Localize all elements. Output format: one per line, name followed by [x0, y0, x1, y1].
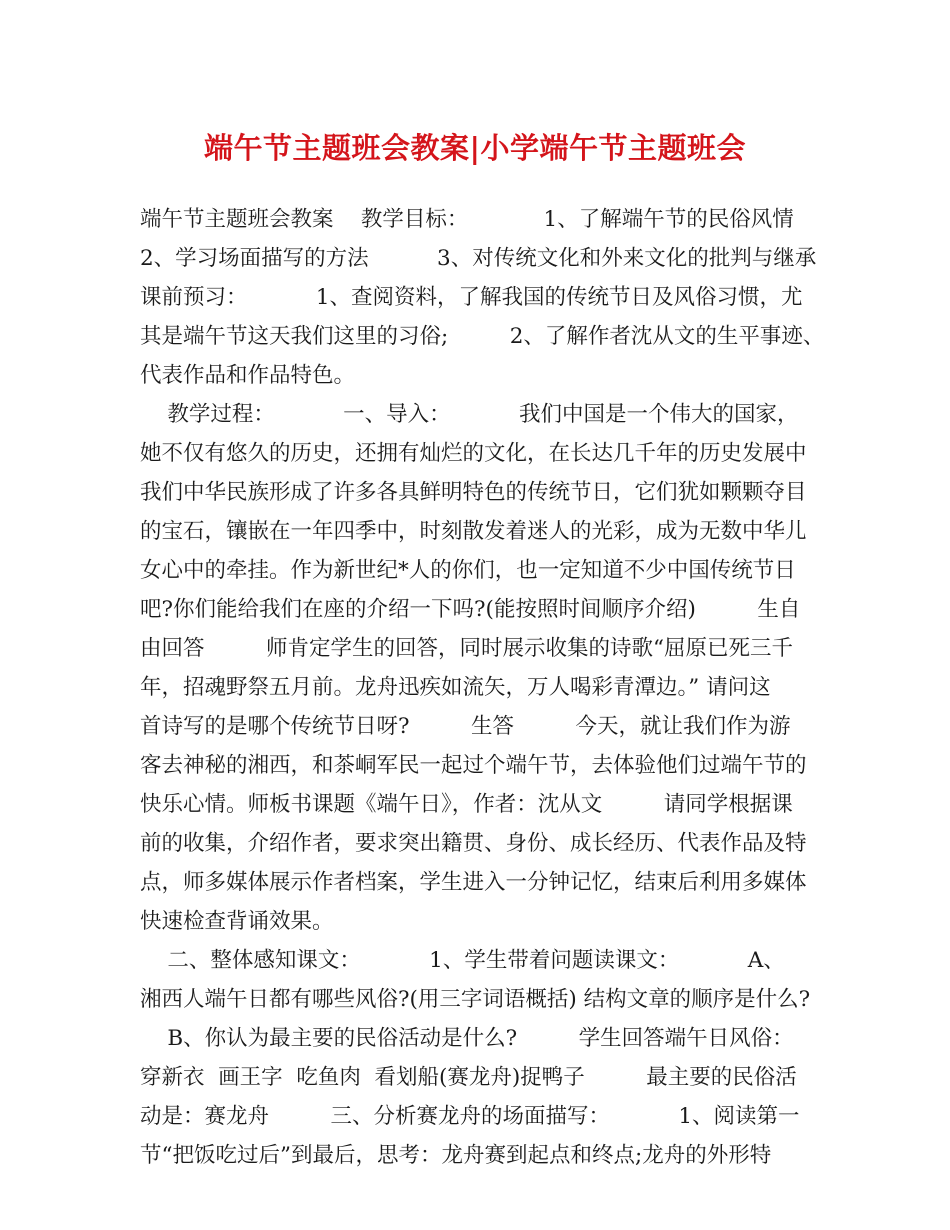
body-line: 节“把饭吃过后”到最后，思考：龙舟赛到起点和终点;龙舟的外形特	[140, 1143, 772, 1168]
body-line: 我们中华民族形成了许多各具鲜明特色的传统节日，它们犹如颗颗夺目	[140, 480, 807, 505]
document-body	[140, 200, 840, 1175]
body-line: 2、学习场面描写的方法 3、对传统文化和外来文化的批判与继承	[140, 246, 817, 271]
body-line: 女心中的牵挂。作为新世纪*人的你们，也一定知道不少中国传统节日	[140, 558, 796, 583]
body-line: 快乐心情。师板书课题《端午日》，作者：沈从文 请同学根据课	[140, 792, 793, 817]
body-line: 动是：赛龙舟 三、分析赛龙舟的场面描写： 1、阅读第一	[140, 1104, 800, 1129]
document-title: 端午节主题班会教案|小学端午节主题班会	[203, 131, 747, 165]
body-line: 穿新衣 画王字 吃鱼肉 看划船(赛龙舟)捉鸭子 最主要的民俗活	[140, 1065, 797, 1090]
body-line: 年，招魂野祭五月前。龙舟迅疾如流矢，万人喝彩青潭边。” 请问这	[140, 675, 771, 700]
body-line: 二、整体感知课文： 1、学生带着问题读课文： A、	[140, 948, 785, 973]
body-line: 前的收集，介绍作者，要求突出籍贯、身份、成长经历、代表作品及特	[140, 831, 807, 856]
body-line: 代表作品和作品特色。	[140, 363, 356, 388]
body-line: 教学过程： 一、导入： 我们中国是一个伟大的国家，	[140, 402, 799, 427]
body-line: 快速检查背诵效果。	[140, 909, 334, 934]
body-line: 端午节主题班会教案 教学目标： 1、了解端午节的民俗风情	[140, 207, 794, 232]
body-line: 的宝石，镶嵌在一年四季中，时刻散发着迷人的光彩，成为无数中华儿	[140, 519, 807, 544]
body-line: 首诗写的是哪个传统节日呀? 生答 今天，就让我们作为游	[140, 714, 791, 739]
body-line: 由回答 师肯定学生的回答，同时展示收集的诗歌“屈原已死三千	[140, 636, 794, 661]
body-line: 吧?你们能给我们在座的介绍一下吗?(能按照时间顺序介绍) 生自	[140, 597, 801, 622]
body-line: 客去神秘的湘西，和茶峒军民一起过个端午节，去体验他们过端午节的	[140, 753, 807, 778]
body-line: 其是端午节这天我们这里的习俗; 2、了解作者沈从文的生平事迹、	[140, 324, 825, 349]
body-line: 湘西人端午日都有哪些风俗?(用三字词语概括) 结构文章的顺序是什么?	[140, 987, 811, 1012]
body-line: 点，师多媒体展示作者档案，学生进入一分钟记忆，结束后利用多媒体	[140, 870, 807, 895]
body-line: 她不仅有悠久的历史，还拥有灿烂的文化，在长达几千年的历史发展中	[140, 441, 807, 466]
body-line: B、你认为最主要的民俗活动是什么? 学生回答端午日风俗：	[140, 1026, 794, 1051]
body-line: 课前预习： 1、查阅资料，了解我国的传统节日及风俗习惯，尤	[140, 285, 803, 310]
